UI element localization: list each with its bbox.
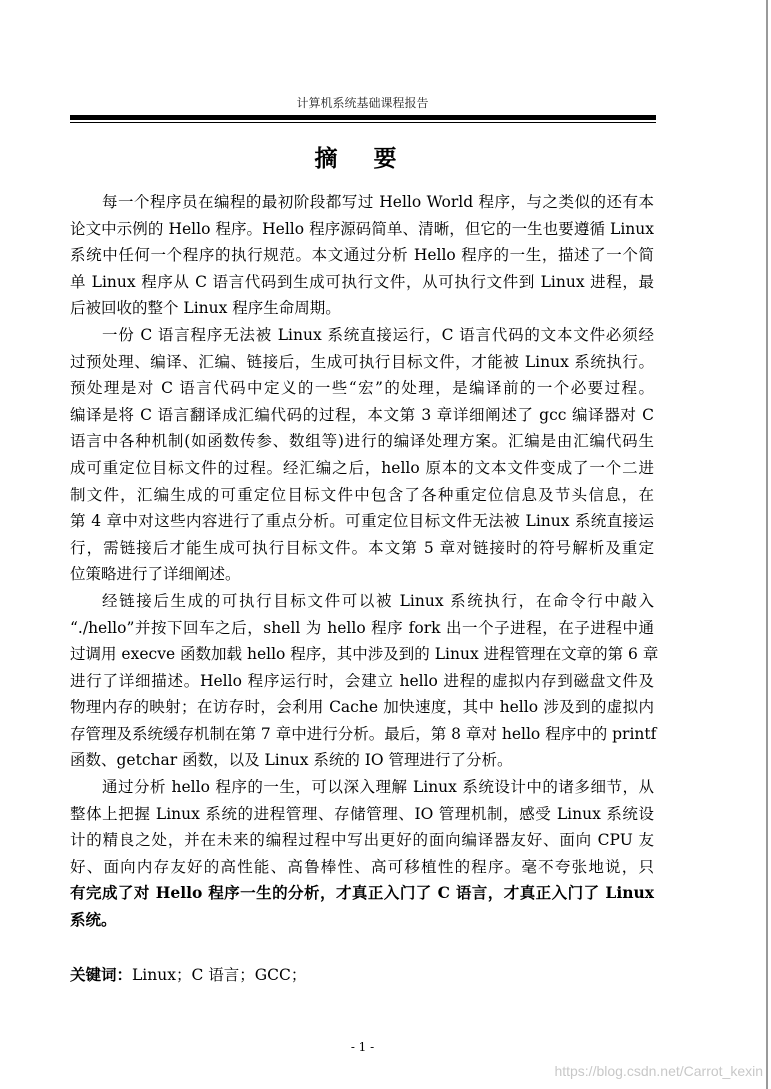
text-segment: 成可重定位目标文件的过程。经汇编之后，hello 原本的文本文件变成了一个二进 [70, 458, 654, 477]
abstract-body [70, 189, 659, 934]
text-segment: 函数、getchar 函数，以及 Linux 系统的 IO 管理进行了分析。 [70, 751, 513, 770]
text-segment: 进行了详细描述。Hello 程序运行时，会建立 hello 进程的虚拟内存到磁盘文件及 [70, 671, 654, 690]
text-line [70, 216, 654, 243]
text-segment: 单 Linux 程序从 C 语言代码到生成可执行文件，从可执行文件到 Linux 进程，最 [70, 272, 654, 291]
text-segment: 整体上把握 Linux 系统的进程管理、存储管理、IO 管理机制，感受 Linux 系统设 [70, 804, 654, 823]
text-segment: “./hello”并按下回车之后，shell 为 hello 程序 fork 出一个子进程，在子进程中通 [70, 618, 654, 637]
text-line [70, 508, 654, 535]
keywords-label: 关键词： [70, 965, 133, 984]
text-line [70, 827, 654, 854]
paragraph [70, 774, 654, 934]
text-line [70, 561, 654, 588]
text-line [70, 907, 654, 934]
text-line [70, 694, 654, 721]
text-line [70, 774, 654, 801]
text-segment: 物理内存的映射；在访存时，会利用 Cache 加快速度，其中 hello 涉及到的虚拟内 [70, 698, 654, 717]
page-number: - 1 - [350, 1040, 375, 1054]
text-segment: 系统中任何一个程序的执行规范。本文通过分析 Hello 程序的一生，描述了一个简 [70, 246, 654, 265]
text-segment: 每一个程序员在编程的最初阶段都写过 Hello World 程序，与之类似的还有本 [102, 193, 654, 211]
text-line [70, 747, 654, 774]
text-line [70, 375, 654, 402]
text-segment: 过预处理、编译、汇编、链接后，生成可执行目标文件，才能被 Linux 系统执行。 [70, 352, 654, 371]
text-segment: 编译是将 C 语言翻译成汇编代码的过程，本文第 3 章详细阐述了 gcc 编译器对 C [70, 405, 654, 424]
text-segment: 语言中各种机制(如函数传参、数组等)进行的编译处理方案。汇编是由汇编代码生 [70, 432, 654, 451]
text-segment: 存管理及系统缓存机制在第 7 章中进行分析。最后，第 8 章对 hello 程序中的 printf [70, 724, 657, 743]
header-rule-thick [70, 115, 656, 120]
text-line [70, 615, 654, 642]
text-line [70, 880, 654, 907]
watermark: https://blog.csdn.net/Carrot_kexin [554, 1063, 763, 1079]
text-line [70, 269, 654, 296]
window-right-border [766, 0, 768, 1089]
text-line [70, 189, 654, 216]
bold-text: 有完成了对 Hello 程序一生的分析，才真正入门了 C 语言，才真正入门了 Linux [70, 883, 654, 903]
text-line [70, 482, 654, 509]
text-segment: 制文件，汇编生成的可重定位目标文件中包含了各种重定位信息及节头信息，在 [70, 485, 654, 504]
keywords-value: Linux；C 语言；GCC； [132, 966, 307, 984]
keywords [70, 962, 306, 988]
running-header: 计算机系统基础课程报告 [296, 96, 429, 110]
header-rule-thin [70, 122, 656, 123]
text-segment: 计的精良之处，并在未来的编程过程中写出更好的面向编译器友好、面向 CPU 友 [70, 831, 654, 850]
paragraph [70, 588, 659, 774]
text-segment: 预处理是对 C 语言代码中定义的一些“宏”的处理，是编译前的一个必要过程。 [70, 379, 654, 398]
text-line [70, 322, 654, 349]
text-line [70, 854, 654, 881]
text-line [70, 801, 654, 828]
text-segment: 好、面向内存友好的高性能、高鲁棒性、高可移植性的程序。毫不夸张地说，只 [70, 857, 654, 876]
paragraph [70, 189, 654, 322]
text-segment: 论文中示例的 Hello 程序。Hello 程序源码简单、清晰，但它的一生也要遵循 Linux [70, 219, 654, 238]
text-line [70, 295, 654, 322]
text-line [70, 668, 654, 695]
text-line [70, 535, 654, 562]
text-line [70, 428, 654, 455]
text-segment: 经链接后生成的可执行目标文件可以被 Linux 系统执行，在命令行中敲入 [102, 591, 654, 610]
text-line [70, 242, 654, 269]
text-line [70, 721, 657, 748]
text-segment: 过调用 execve 函数加载 hello 程序，其中涉及到的 Linux 进程管理在文章的第 6 章 [70, 645, 659, 664]
text-line [70, 588, 654, 615]
text-segment: 行，需链接后才能生成可执行目标文件。本文第 5 章对链接时的符号解析及重定 [70, 538, 654, 557]
paragraph [70, 322, 654, 588]
text-segment: 后被回收的整个 Linux 程序生命周期。 [70, 299, 341, 318]
text-segment: 一份 C 语言程序无法被 Linux 系统直接运行，C 语言代码的文本文件必须经 [102, 325, 654, 344]
text-segment: 位策略进行了详细阐述。 [70, 565, 241, 584]
text-line [70, 455, 654, 482]
text-segment: 第 4 章中对这些内容进行了重点分析。可重定位目标文件无法被 Linux 系统直接运 [70, 512, 654, 531]
text-segment: 通过分析 hello 程序的一生，可以深入理解 Linux 系统设计中的诸多细节，从 [102, 778, 654, 797]
text-line [70, 641, 659, 668]
abstract-title: 摘 要 [314, 146, 411, 172]
text-line [70, 349, 654, 376]
bold-text: 系统。 [70, 910, 117, 930]
text-line [70, 402, 654, 429]
